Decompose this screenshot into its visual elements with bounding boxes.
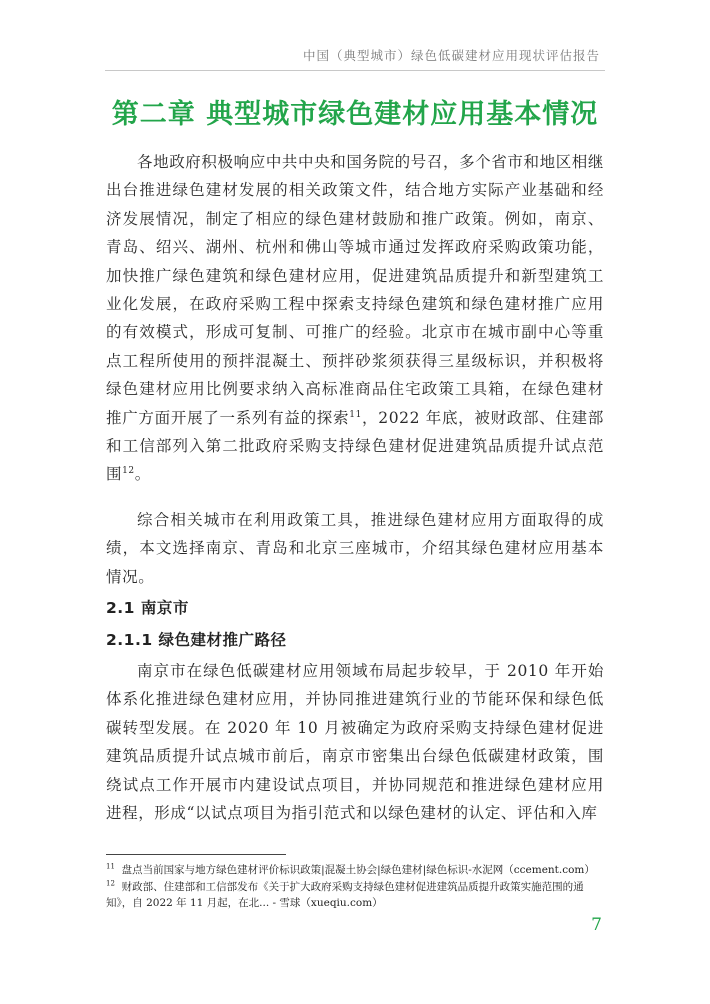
- footnote-11: [106, 862, 606, 878]
- header-rule: [105, 70, 605, 71]
- footnote-ref-12[interactable]: 12: [122, 466, 135, 477]
- body-paragraph-1: [106, 148, 604, 489]
- footnote-mark: 11: [106, 862, 115, 871]
- footnote-text[interactable]: 财政部、住建部和工信部发布《关于扩大政府采购支持绿色建材促进建筑品质提升政策实施范围的通知》，自 2022 年 11 月起，在北... - 雪球（xueqiu.com）: [106, 881, 584, 909]
- footnote-rule: [106, 854, 286, 855]
- footnote-text[interactable]: 盘点当前国家与地方绿色建材评价标识政策|混凝土协会|绿色建材|绿色标识-水泥网（ccement.com）: [121, 864, 595, 876]
- subsection-heading-2-1-1: 2.1.1 绿色建材推广路径: [106, 631, 287, 649]
- footnote-12: [106, 879, 606, 911]
- chapter-title: 第二章 典型城市绿色建材应用基本情况: [111, 99, 599, 130]
- footnote-mark: 12: [106, 879, 115, 888]
- page-number: 7: [591, 915, 602, 935]
- footnote-ref-11[interactable]: 11: [349, 409, 362, 420]
- section-heading-2-1: 2.1 南京市: [106, 599, 189, 617]
- paragraph-text: 。: [134, 465, 151, 484]
- body-paragraph-2: 综合相关城市在利用政策工具，推进绿色建材应用方面取得的成绩，本文选择南京、青岛和北京三座城市，介绍其绿色建材应用基本情况。: [106, 511, 604, 586]
- running-header: 中国（典型城市）绿色低碳建材应用现状评估报告: [302, 48, 600, 63]
- body-paragraph-3: 南京市在绿色低碳建材应用领域布局起步较早，于 2010 年开始体系化推进绿色建材应用，并协同推进建筑行业的节能环保和绿色低碳转型发展。在 2020 年 10 月被确定为政府采购支持绿色建材促进建筑品质提升试点城市前后，南京市密集出台绿色低碳建材政策，围绕试点工作开展市内建设试点项目，并协同规范和推进绿色建材应用进程，形成“以试点项目为指引范式和以绿色建材的认定、评估和入库: [106, 662, 604, 823]
- paragraph-text: 各地政府积极响应中共中央和国务院的号召，多个省市和地区相继出台推进绿色建材发展的相关政策文件，结合地方实际产业基础和经济发展情况，制定了相应的绿色建材鼓励和推广政策。例如，南京、青岛、绍兴、湖州、杭州和佛山等城市通过发挥政府采购政策功能，加快推广绿色建筑和绿色建材应用，促进建筑品质提升和新型建筑工业化发展，在政府采购工程中探索支持绿色建筑和绿色建材推广应用的有效模式，形成可复制、可推广的经验。北京市在城市副中心等重点工程所使用的预拌混凝土、预拌砂浆须获得三星级标识，并积极将绿色建材应用比例要求纳入高标准商品住宅政策工具箱，在绿色建材推广方面开展了一系列有益的探索: [106, 153, 604, 427]
- paragraph-text: ，2022 年底，被财政部、住建部和工信部列入第二批政府采购支持绿色建材促进建筑品质提升试点范围: [106, 408, 604, 484]
